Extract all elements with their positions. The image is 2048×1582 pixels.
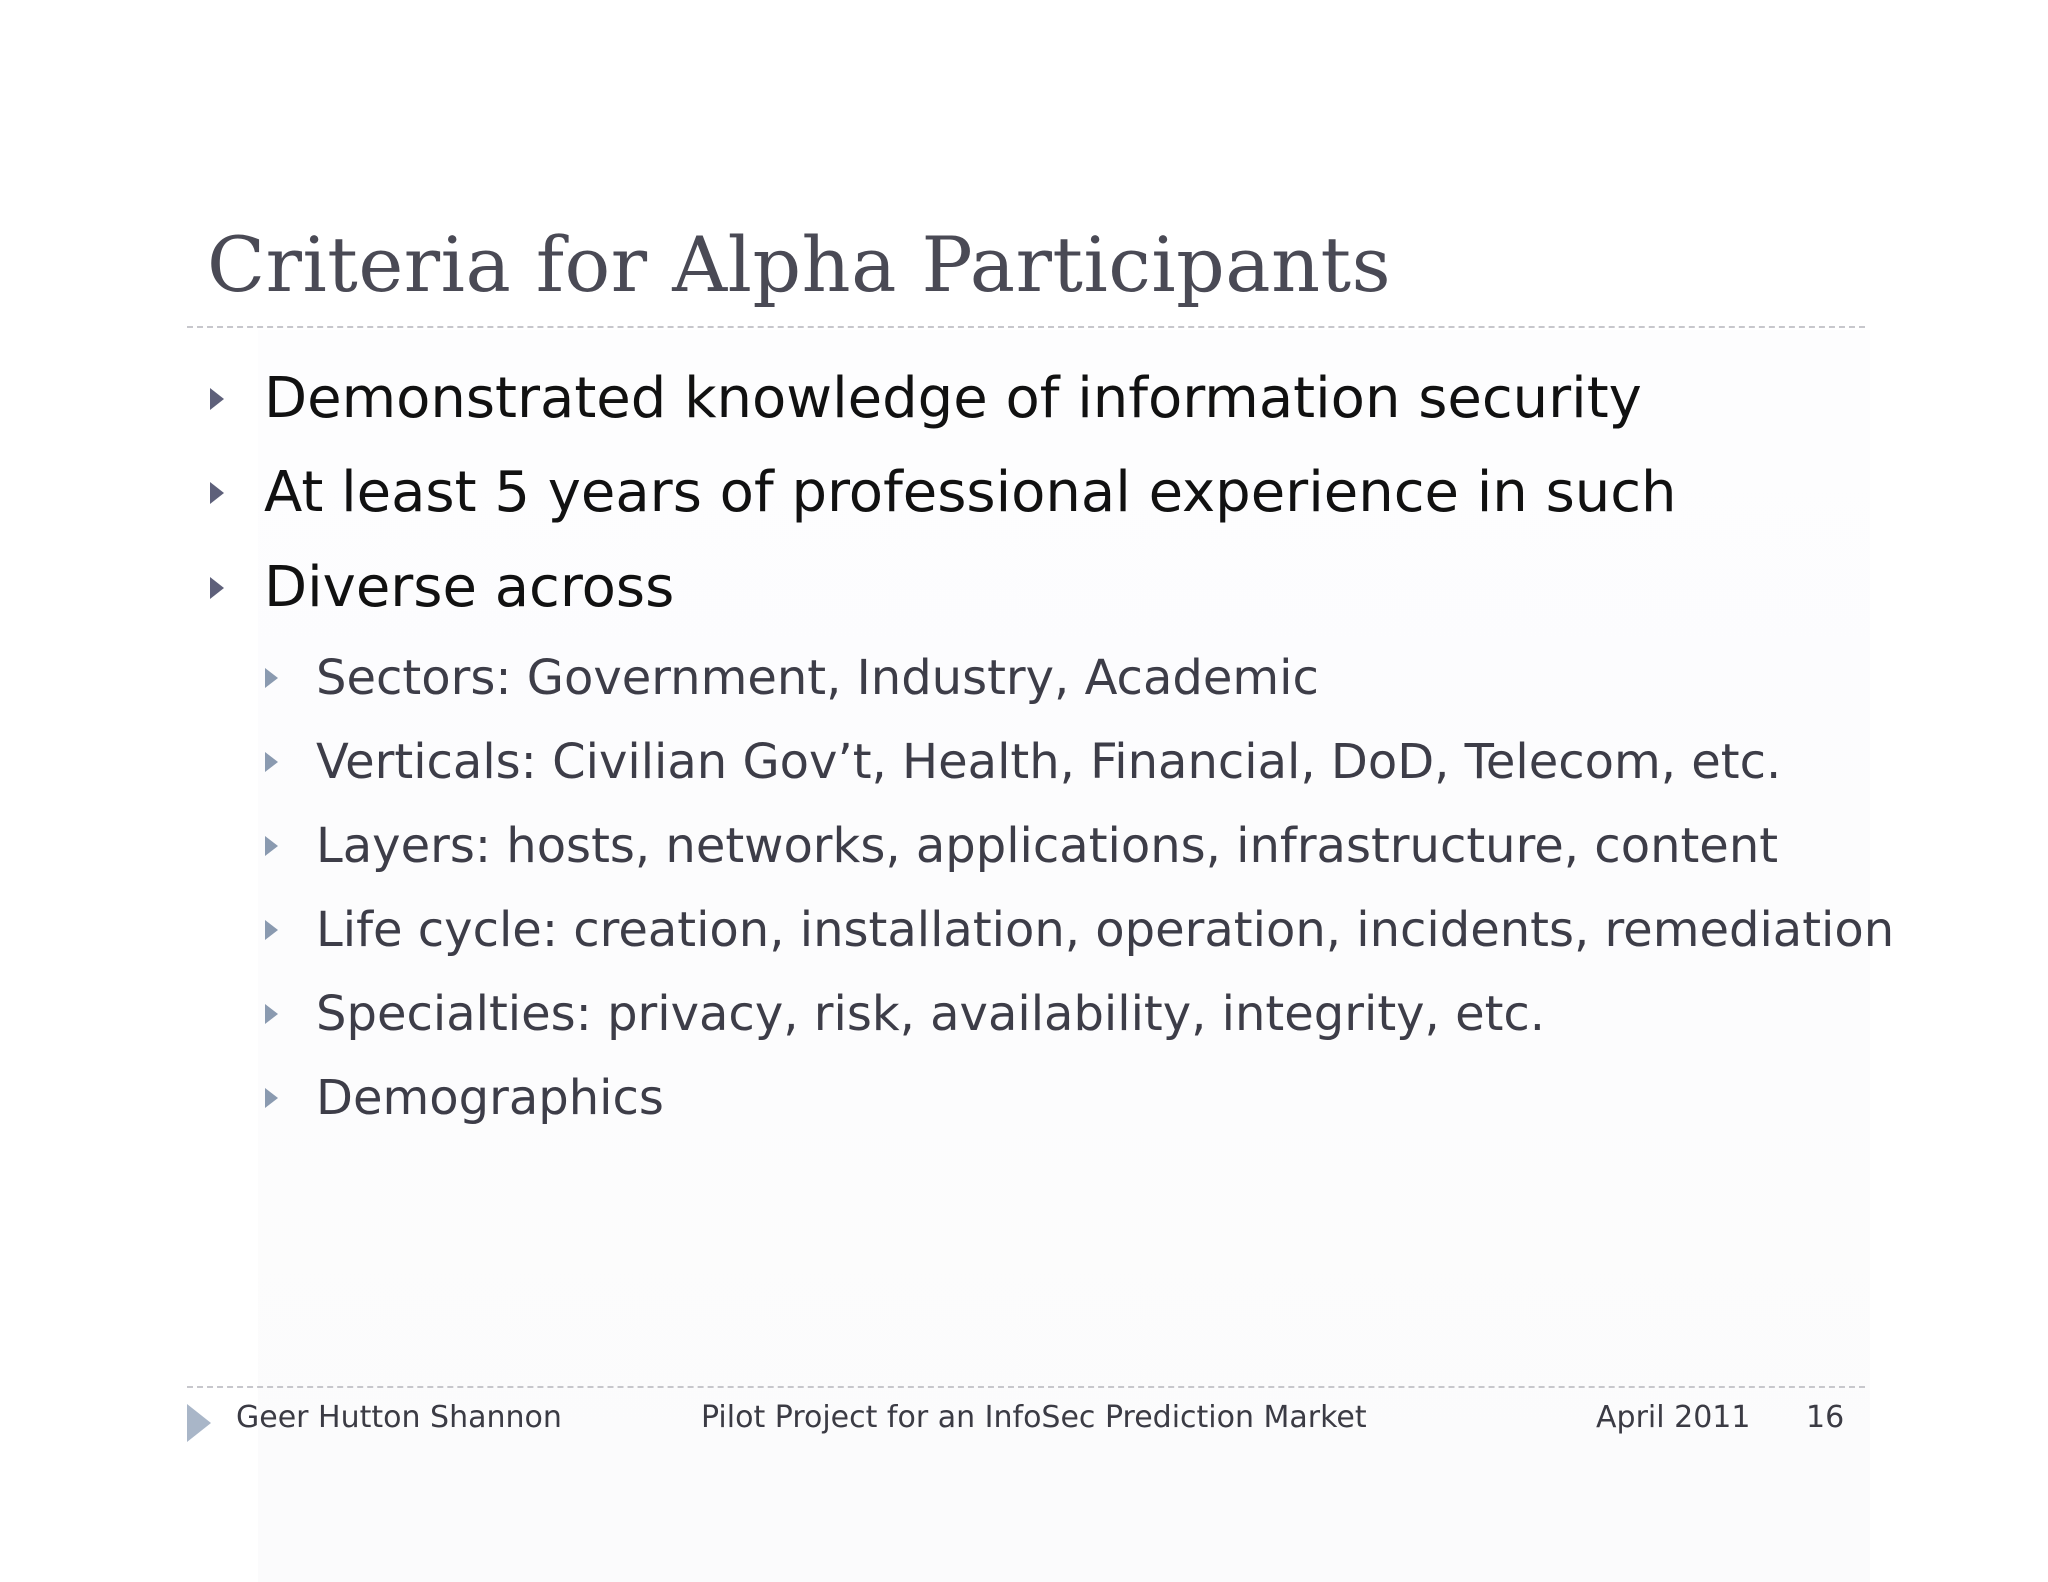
sub-bullet-arrow-icon	[265, 668, 278, 688]
sub-bullet-item	[265, 734, 1781, 790]
sub-bullet-item	[265, 818, 1778, 874]
sub-bullet-arrow-icon	[265, 1004, 278, 1024]
footer-page-number: 16	[1806, 1400, 1845, 1435]
sub-bullet-arrow-icon	[265, 836, 278, 856]
sub-bullet-item	[265, 986, 1545, 1042]
sub-bullet-arrow-icon	[265, 752, 278, 772]
sub-bullet-arrow-icon	[265, 1088, 278, 1108]
footer-divider	[187, 1386, 1865, 1388]
sub-bullet-arrow-icon	[265, 920, 278, 940]
footer-triangle-icon	[187, 1404, 211, 1442]
sub-bullet-text: Verticals: Civilian Gov’t, Health, Financial, DoD, Telecom, etc.	[316, 734, 1782, 790]
bullet-arrow-icon	[210, 388, 224, 410]
sub-bullet-text: Life cycle: creation, installation, operation, incidents, remediation	[316, 902, 1895, 958]
bullet-text: Diverse across	[264, 555, 675, 620]
bullet-arrow-icon	[210, 577, 224, 599]
sub-bullet-item	[265, 902, 1894, 958]
bullet-text: Demonstrated knowledge of information security	[264, 366, 1642, 431]
footer-date: April 2011	[1596, 1400, 1751, 1435]
sub-bullet-text: Specialties: privacy, risk, availability, integrity, etc.	[316, 986, 1546, 1042]
bullet-item	[210, 460, 1677, 525]
sub-bullet-text: Sectors: Government, Industry, Academic	[316, 650, 1319, 706]
sub-bullet-item	[265, 650, 1319, 706]
sub-bullet-text: Layers: hosts, networks, applications, infrastructure, content	[316, 818, 1779, 874]
bullet-item	[210, 366, 1642, 431]
bullet-item	[210, 555, 674, 620]
title-divider	[187, 326, 1865, 328]
bullet-arrow-icon	[210, 482, 224, 504]
bullet-text: At least 5 years of professional experience in such	[264, 460, 1677, 525]
sub-bullet-item	[265, 1070, 664, 1126]
slide-title: Criteria for Alpha Participants	[207, 220, 1392, 309]
sub-bullet-text: Demographics	[316, 1070, 664, 1126]
footer-project-title: Pilot Project for an InfoSec Prediction Market	[701, 1400, 1367, 1435]
footer-authors: Geer Hutton Shannon	[236, 1400, 562, 1435]
